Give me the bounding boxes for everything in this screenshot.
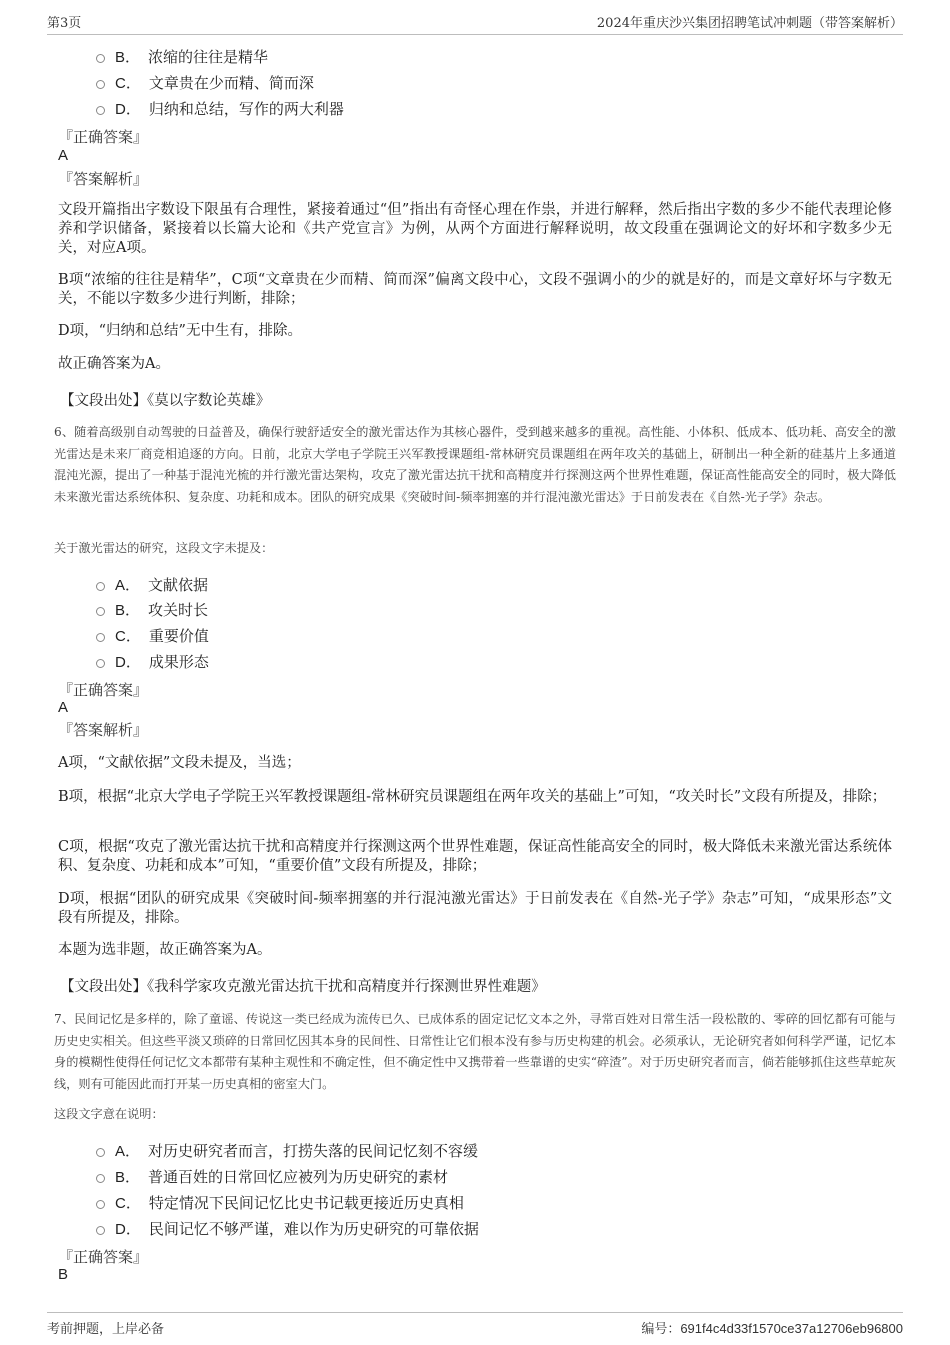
radio-icon[interactable] bbox=[96, 607, 105, 616]
q5-answer-label: 『正确答案』 bbox=[58, 128, 149, 146]
radio-icon[interactable] bbox=[96, 1226, 105, 1235]
q5-answer: A bbox=[58, 147, 69, 164]
q5-option-b[interactable]: B． 浓缩的往往是精华 bbox=[96, 46, 268, 66]
radio-icon[interactable] bbox=[96, 54, 105, 63]
q5-analysis-para-1: 文段开篇指出字数设下限虽有合理性，紧接着通过“但”指出有奇怪心理在作祟，并进行解释，然后指出字数的多少不能代表理论修养和学识储备，紧接着以长篇大论和《共产党宣言》为例，从两个方面进行解释说明，故文段重在强调论文的好坏和字数多少无关，对应A项。 bbox=[58, 202, 892, 256]
q7-option-d[interactable]: D． 民间记忆不够严谨，难以作为历史研究的可靠依据 bbox=[96, 1218, 479, 1238]
q6-answer: A bbox=[58, 699, 69, 716]
q6-analysis-para-2: B项，根据“北京大学电子学院王兴军教授课题组-常林研究员课题组在两年攻关的基础上”可知，“攻关时长”文段有所提及，排除； bbox=[58, 789, 887, 805]
q6-source: 【文段出处】《我科学家攻克激光雷达抗干扰和高精度并行探测世界性难题》 bbox=[60, 979, 546, 995]
q6-analysis-para-5: 本题为选非题，故正确答案为A。 bbox=[58, 942, 272, 958]
q6-analysis-para-1: A项，“文献依据”文段未提及，当选； bbox=[58, 755, 301, 771]
q6-answer-label: 『正确答案』 bbox=[58, 681, 149, 699]
q6-analysis-para-3: C项，根据“攻克了激光雷达抗干扰和高精度并行探测这两个世界性难题，保证高性能高安全的同时，极大降低未来激光雷达系统体积、复杂度、功耗和成本”可知，“重要价值”文段有所提及，排除； bbox=[58, 839, 892, 874]
q5-analysis-para-4: 故正确答案为A。 bbox=[58, 356, 170, 372]
q5-option-c[interactable]: C． 文章贵在少而精、简而深 bbox=[96, 72, 314, 92]
radio-icon[interactable] bbox=[96, 582, 105, 591]
radio-icon[interactable] bbox=[96, 1200, 105, 1209]
q6-option-d[interactable]: D． 成果形态 bbox=[96, 651, 209, 671]
q6-option-b[interactable]: B． 攻关时长 bbox=[96, 599, 208, 619]
q7-option-b[interactable]: B． 普通百姓的日常回忆应被列为历史研究的素材 bbox=[96, 1166, 448, 1186]
page-number: 第3页 bbox=[47, 16, 82, 31]
q7-prompt: 这段文字意在说明： bbox=[54, 1107, 164, 1121]
radio-icon[interactable] bbox=[96, 659, 105, 668]
q5-source: 【文段出处】《莫以字数论英雄》 bbox=[60, 393, 271, 409]
radio-icon[interactable] bbox=[96, 1148, 105, 1157]
q5-option-d[interactable]: D． 归纳和总结，写作的两大利器 bbox=[96, 98, 344, 118]
q7-option-a[interactable]: A． 对历史研究者而言，打捞失落的民间记忆刻不容缓 bbox=[96, 1140, 478, 1160]
page-header bbox=[47, 12, 903, 35]
q7-answer: B bbox=[58, 1266, 69, 1283]
q5-analysis-para-2: B项“浓缩的往往是精华”，C项“文章贵在少而精、简而深”偏离文段中心，文段不强调小的少的就是好的，而是文章好坏与字数无关，不能以字数多少进行判断，排除； bbox=[58, 272, 892, 307]
q7-answer-label: 『正确答案』 bbox=[58, 1248, 149, 1266]
page-footer bbox=[47, 1312, 903, 1337]
document-id: 编号：691f4c4d33f1570ce37a12706eb96800 bbox=[641, 1321, 903, 1336]
q6-question-text: 6、随着高级别自动驾驶的日益普及，确保行驶舒适安全的激光雷达作为其核心器件，受到越来越多的重视。高性能、小体积、低成本、低功耗、高安全的激光雷达是未来厂商竞相追逐的方向。日前，北京大学电子学院王兴军教授课题组-常林研究员课题组在两年攻关的基础上，研制出一种全新的硅基片上多通道混沌光源，提出了一种基于混沌光梳的并行激光雷达架构，攻克了激光雷达抗干扰和高精度并行探测这两个世界性难题，保证高性能高安全的同时，极大降低未来激光雷达系统体积、复杂度、功耗和成本。团队的研究成果《突破时间-频率拥塞的并行混沌激光雷达》于日前发表在《自然-光子学》杂志。 bbox=[54, 425, 896, 504]
q5-analysis-label: 『答案解析』 bbox=[58, 170, 149, 188]
q6-option-a[interactable]: A． 文献依据 bbox=[96, 574, 208, 594]
q6-option-c[interactable]: C． 重要价值 bbox=[96, 625, 209, 645]
radio-icon[interactable] bbox=[96, 80, 105, 89]
document-title: 2024年重庆沙兴集团招聘笔试冲刺题（带答案解析） bbox=[596, 16, 903, 31]
footer-slogan: 考前押题，上岸必备 bbox=[47, 1322, 165, 1337]
q6-analysis-label: 『答案解析』 bbox=[58, 721, 149, 739]
radio-icon[interactable] bbox=[96, 633, 105, 642]
q5-analysis-para-3: D项，“归纳和总结”无中生有，排除。 bbox=[58, 323, 302, 339]
q7-question-text: 7、民间记忆是多样的，除了童谣、传说这一类已经成为流传已久、已成体系的固定记忆文本之外，寻常百姓对日常生活一段松散的、零碎的回忆都有可能与历史史实相关。但这些平淡又琐碎的日常回忆因其本身的民间性、日常性让它们根本没有参与历史构建的机会。必须承认，无论研究者如何科学严谨，记忆本身的模糊性使得任何记忆文本都带有某种主观性和不确定性，但不确定性中又携带着一些靠谱的史实“碎渣”。对于历史研究者而言，倘若能够抓住这些草蛇灰线，则有可能因此而打开某一历史真相的密室大门。 bbox=[54, 1012, 896, 1091]
radio-icon[interactable] bbox=[96, 106, 105, 115]
radio-icon[interactable] bbox=[96, 1174, 105, 1183]
q7-option-c[interactable]: C． 特定情况下民间记忆比史书记载更接近历史真相 bbox=[96, 1192, 464, 1212]
q6-analysis-para-4: D项，根据“团队的研究成果《突破时间-频率拥塞的并行混沌激光雷达》于日前发表在《自然-光子学》杂志”可知，“成果形态”文段有所提及，排除。 bbox=[58, 891, 892, 926]
q6-prompt: 关于激光雷达的研究，这段文字未提及： bbox=[54, 541, 274, 555]
